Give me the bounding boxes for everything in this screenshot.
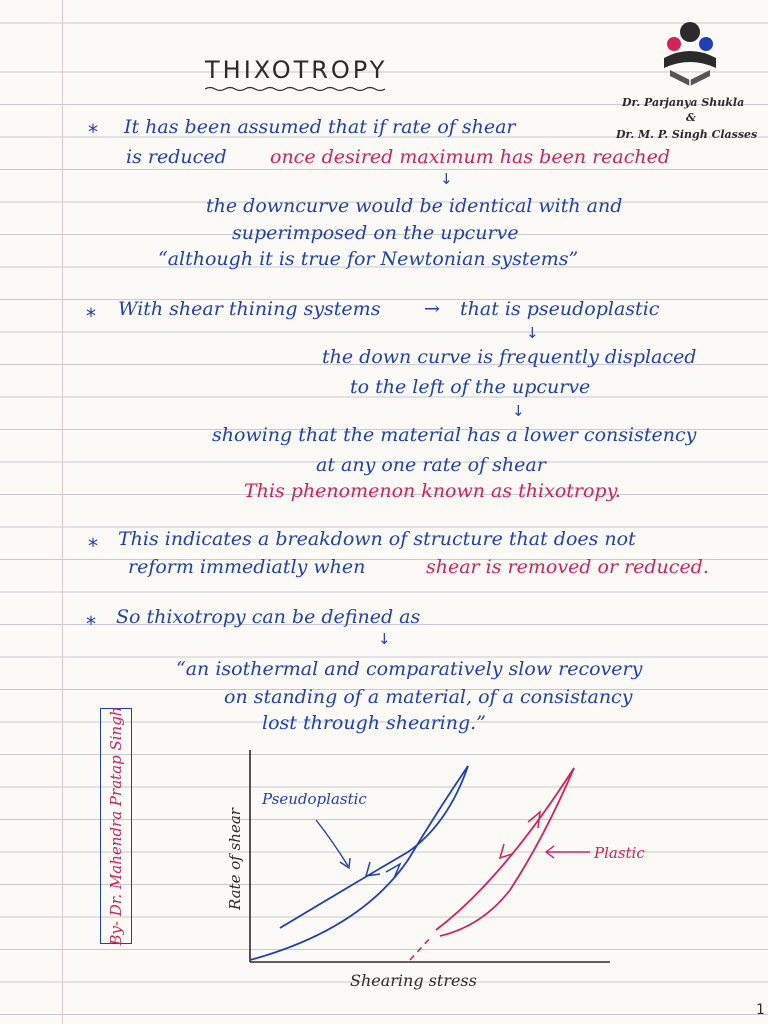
pseudoplastic-arrow-up	[386, 864, 400, 878]
para1-line5: “although it is true for Newtonian systems”	[158, 248, 579, 270]
arrow-down-icon: ↓	[378, 630, 391, 648]
pseudoplastic-pointer-head	[340, 858, 350, 868]
credit-line-2: Dr. M. P. Singh Classes	[616, 128, 758, 141]
para3-line1: This indicates a breakdown of structure that does not	[118, 528, 636, 550]
bullet-4: *	[86, 612, 96, 636]
para2-line3: to the left of the upcurve	[350, 376, 591, 398]
para4-line2: “an isothermal and comparatively slow recovery	[176, 658, 643, 680]
para2-line6: This phenomenon known as thixotropy.	[244, 480, 621, 502]
arrow-right-icon: →	[424, 298, 440, 320]
para2-line5: at any one rate of shear	[316, 454, 546, 476]
para2-line1a: With shear thining systems	[118, 298, 381, 320]
para1-line4: superimposed on the upcurve	[232, 222, 519, 244]
para1-line2b: once desired maximum has been reached	[270, 146, 671, 168]
para2-line2: the down curve is frequently displaced	[322, 346, 697, 368]
page-number: 1	[756, 1002, 765, 1018]
bullet-2: *	[86, 304, 96, 328]
para3-line2b: shear is removed or reduced.	[426, 556, 709, 578]
title-underline	[205, 86, 385, 92]
credit-line-1: Dr. Parjanya Shukla	[622, 96, 745, 109]
para2-line4: showing that the material has a lower consistency	[212, 424, 697, 446]
label-plastic: Plastic	[594, 844, 645, 862]
arrow-down-icon: ↓	[440, 170, 453, 188]
para2-line1b: that is pseudoplastic	[460, 298, 660, 320]
credit-ampersand: &	[686, 111, 696, 124]
para4-line3: on standing of a material, of a consistancy	[224, 686, 633, 708]
arrow-down-icon: ↓	[512, 402, 525, 420]
bullet-3: *	[88, 534, 98, 558]
para4-line4: lost through shearing.”	[262, 712, 486, 734]
rheogram-chart	[210, 740, 650, 1000]
y-axis-label: Rate of shear	[226, 808, 244, 910]
plastic-yield-dashed	[410, 936, 432, 960]
margin-line	[62, 0, 63, 1024]
classes-logo-icon	[650, 14, 730, 94]
page-title: THIXOTROPY	[205, 56, 388, 84]
bullet-1: *	[88, 120, 98, 144]
arrow-down-icon: ↓	[526, 324, 539, 342]
para3-line2a: reform immediatly when	[128, 556, 366, 578]
para4-line1: So thixotropy can be defined as	[116, 606, 421, 628]
para1-line2a: is reduced	[126, 146, 227, 168]
pseudoplastic-pointer	[316, 820, 348, 866]
label-pseudoplastic: Pseudoplastic	[262, 790, 367, 808]
x-axis-label: Shearing stress	[350, 971, 477, 990]
author-signature: By- Dr. Mahendra Pratap Singh	[107, 706, 125, 946]
para1-line1: It has been assumed that if rate of shear	[124, 116, 516, 138]
para1-line3: the downcurve would be identical with and	[206, 195, 623, 217]
